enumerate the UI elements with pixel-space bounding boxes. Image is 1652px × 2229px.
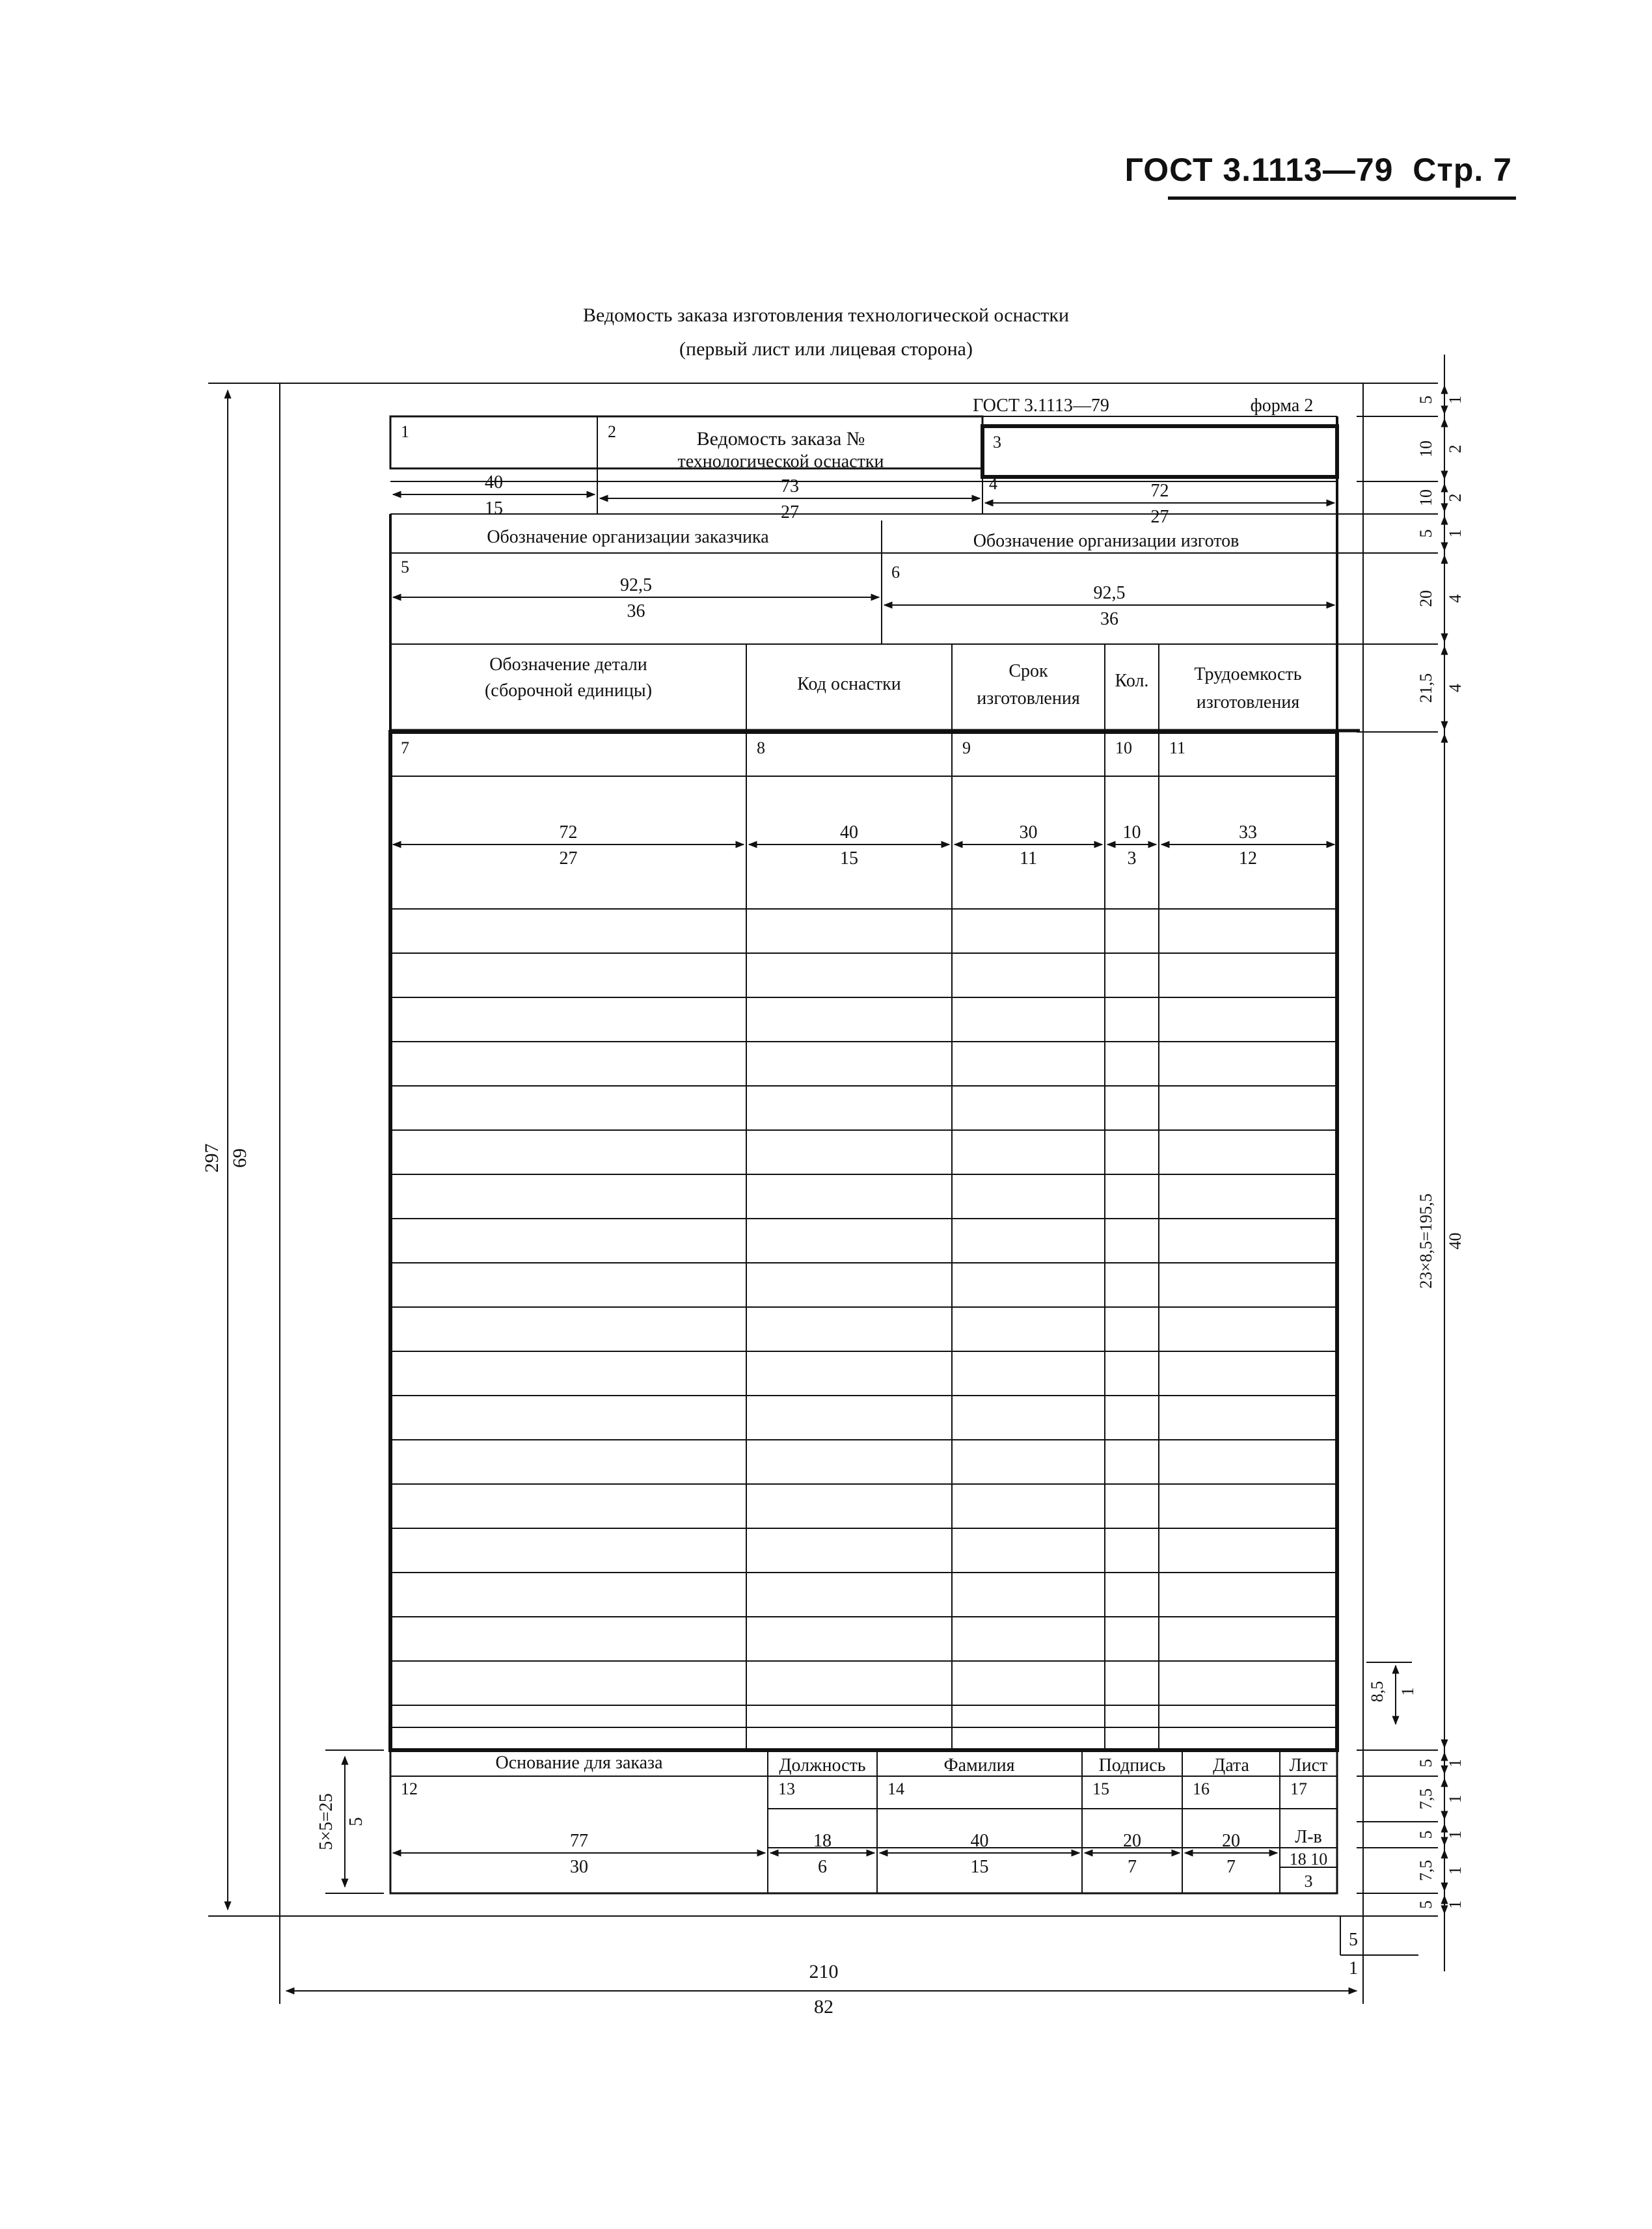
footer-sheet-label: Лист — [1289, 1755, 1328, 1776]
field-number-17: 17 — [1290, 1779, 1307, 1798]
right-dim-value: 23×8,5=195,5 — [1416, 1193, 1435, 1289]
column-header: Код оснастки — [797, 674, 901, 694]
footer-basis-dim-value: 77 — [570, 1831, 588, 1851]
field-number-11: 11 — [1169, 738, 1186, 757]
field-number-8: 8 — [757, 738, 765, 757]
field-number-16: 16 — [1193, 1779, 1210, 1798]
column-header: изготовления — [1196, 692, 1300, 712]
right-dim-value: 5 — [1416, 1830, 1435, 1839]
field-5-dim-value: 92,5 — [620, 575, 652, 595]
field-1-dim-value: 40 — [485, 472, 503, 493]
right-dim-cells: 1 — [1446, 1794, 1465, 1803]
right-dim-cells: 1 — [1446, 1830, 1465, 1839]
left-margin-cells: 5 — [346, 1817, 366, 1826]
footer-sheet-cells: 3 — [1304, 1872, 1313, 1891]
field-number-3: 3 — [993, 433, 1001, 452]
right-dim-cells: 1 — [1446, 1900, 1465, 1909]
column-4-dim-value: 10 — [1122, 822, 1141, 843]
column-1-dim-value: 72 — [559, 822, 578, 843]
page-width-value: 210 — [809, 1961, 839, 1982]
maker-org-label: Обозначение организации изготов — [973, 531, 1239, 551]
right-dim-value: 5 — [1416, 529, 1435, 538]
form-title-line-1: Ведомость заказа № — [696, 428, 865, 450]
right-dim-value: 5 — [1416, 396, 1435, 404]
form-title-line-2: технологической оснастки — [677, 452, 884, 472]
field-number-18: 18 10 — [1289, 1850, 1328, 1869]
column-5-dim-cells: 12 — [1239, 848, 1257, 869]
footer-position-dim-cells: 6 — [818, 1857, 827, 1877]
field-1-dim-cells: 15 — [485, 498, 503, 519]
right-dim-cells: 1 — [1446, 1866, 1465, 1875]
field-number-14: 14 — [887, 1779, 904, 1798]
column-header: Обозначение детали — [489, 655, 647, 675]
form-label: форма 2 — [1250, 396, 1314, 416]
form-standard: ГОСТ 3.1113—79 — [973, 396, 1109, 416]
field-number-7: 7 — [401, 738, 409, 757]
row-pitch-cells: 1 — [1398, 1687, 1417, 1696]
field-3-box — [982, 426, 1337, 477]
right-dim-value: 7,5 — [1416, 1859, 1435, 1882]
header-page-number: Стр. 7 — [1413, 152, 1512, 188]
column-3-dim-cells: 11 — [1020, 848, 1037, 869]
right-dim-cells: 4 — [1446, 684, 1465, 692]
page-width-cells: 82 — [814, 1996, 833, 2018]
column-header: Трудоемкость — [1194, 664, 1302, 684]
footer-date-dim-cells: 7 — [1226, 1857, 1236, 1877]
footer-signature-label: Подпись — [1098, 1755, 1166, 1776]
right-dim-cells: 1 — [1446, 1759, 1465, 1768]
footer-signature-dim-value: 20 — [1123, 1831, 1141, 1851]
field-number-5: 5 — [401, 558, 409, 576]
field-2-dim-cells: 27 — [781, 502, 799, 522]
footer-surname-dim-value: 40 — [970, 1831, 989, 1851]
right-dim-cells: 40 — [1446, 1232, 1465, 1250]
column-2-dim-value: 40 — [840, 822, 858, 843]
field-number-1: 1 — [401, 422, 409, 441]
field-number-4: 4 — [989, 474, 997, 493]
footer-date-dim-value: 20 — [1222, 1831, 1240, 1851]
column-4-dim-cells: 3 — [1127, 848, 1137, 869]
footer-basis-label: Основание для заказа — [495, 1753, 663, 1773]
table-body-frame — [390, 732, 1337, 1750]
footer-date-label: Дата — [1213, 1755, 1249, 1776]
right-margin-cells: 1 — [1349, 1958, 1358, 1979]
field-number-9: 9 — [962, 738, 971, 757]
field-6-dim-value: 92,5 — [1093, 583, 1126, 603]
field-number-6: 6 — [891, 563, 900, 582]
document-title: Ведомость заказа изготовления технологической оснастки — [582, 304, 1070, 326]
field-6-dim-cells: 36 — [1100, 609, 1118, 629]
header-standard: ГОСТ 3.1113—79 — [1124, 152, 1394, 188]
column-3-dim-value: 30 — [1019, 822, 1038, 843]
right-dim-cells: 1 — [1446, 529, 1465, 538]
right-dim-value: 10 — [1416, 489, 1435, 506]
column-header: изготовления — [977, 688, 1080, 709]
column-header: (сборочной единицы) — [484, 681, 653, 701]
column-header: Кол. — [1115, 671, 1149, 691]
right-dim-value: 10 — [1416, 440, 1435, 457]
column-5-dim-value: 33 — [1239, 822, 1257, 843]
document-subtitle: (первый лист или лицевая сторона) — [679, 338, 973, 360]
right-dim-value: 21,5 — [1416, 673, 1435, 703]
right-dim-value: 5 — [1416, 1759, 1435, 1768]
right-dim-value: 7,5 — [1416, 1788, 1435, 1810]
left-margin-value: 5×5=25 — [316, 1793, 336, 1850]
field-number-2: 2 — [608, 422, 616, 441]
field-2-dim-value: 73 — [781, 476, 799, 496]
column-1-dim-cells: 27 — [559, 848, 578, 869]
footer-position-label: Должность — [779, 1755, 866, 1776]
column-2-dim-cells: 15 — [840, 848, 858, 869]
field-number-13: 13 — [778, 1779, 795, 1798]
footer-sheets-label: Л-в — [1295, 1827, 1322, 1847]
right-dim-value: 5 — [1416, 1900, 1435, 1909]
right-dim-cells: 4 — [1446, 594, 1465, 603]
right-dim-value: 20 — [1416, 590, 1435, 607]
page-height-value: 297 — [201, 1143, 223, 1173]
right-dim-cells: 2 — [1446, 444, 1465, 453]
field-4-dim-value: 72 — [1150, 481, 1169, 501]
row-pitch-value: 8,5 — [1368, 1681, 1387, 1703]
column-header: Срок — [1009, 661, 1048, 681]
footer-basis-dim-cells: 30 — [570, 1857, 588, 1877]
page-height-cells: 69 — [229, 1148, 251, 1168]
field-4-dim-cells: 27 — [1150, 507, 1169, 527]
footer-signature-dim-cells: 7 — [1128, 1857, 1137, 1877]
footer-surname-dim-cells: 15 — [970, 1857, 989, 1877]
right-dim-cells: 2 — [1446, 493, 1465, 502]
field-5-dim-cells: 36 — [627, 601, 645, 621]
right-dim-cells: 1 — [1446, 396, 1465, 404]
footer-surname-label: Фамилия — [943, 1755, 1015, 1776]
field-number-10: 10 — [1115, 738, 1132, 757]
footer-position-dim-value: 18 — [813, 1831, 832, 1851]
right-margin-value: 5 — [1349, 1930, 1358, 1950]
field-number-12: 12 — [401, 1779, 418, 1798]
field-number-15: 15 — [1092, 1779, 1109, 1798]
customer-org-label: Обозначение организации заказчика — [487, 527, 769, 547]
